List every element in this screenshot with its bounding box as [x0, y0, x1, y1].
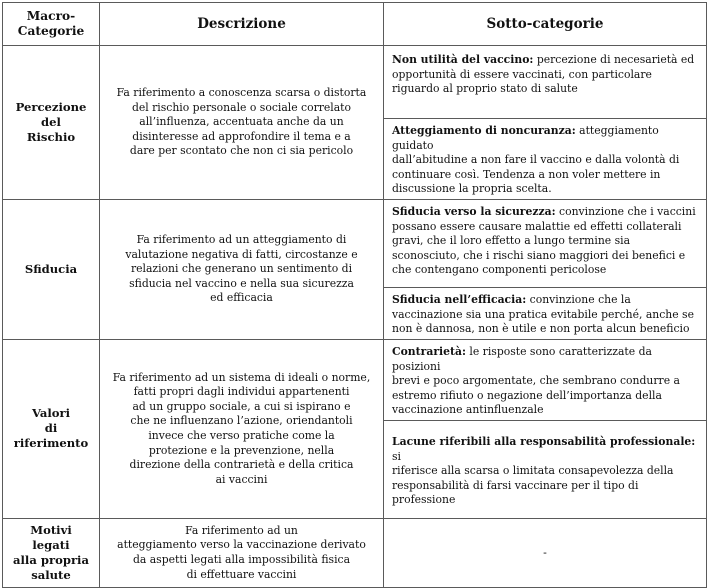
description-line: relazioni che generano un sentimento di [130, 262, 353, 276]
subcategory-text: vaccinazione sia una pratica evitabile perché, anche se [392, 307, 694, 321]
table-row [3, 199, 707, 287]
description-line: del rischio personale o sociale correlato [131, 100, 352, 114]
description-line: all’influenza, accentuata anche da un [139, 115, 344, 129]
subcategory-text: che contengano componenti pericolose [392, 263, 607, 277]
subcategory-text: possano essere causare malattie ed effetti collaterali [392, 219, 682, 233]
subcategory-cell [384, 119, 707, 200]
table-frame [2, 2, 706, 582]
table-row [3, 518, 707, 587]
description-cell [100, 199, 384, 339]
subcategory-text: riferisce alla scarsa o limitata consapevolezza della [392, 464, 674, 478]
macro-line: Rischio [26, 129, 76, 144]
header-row [3, 3, 707, 46]
header-descrizione: Descrizione [100, 3, 384, 46]
description-line: protezione e la prevenzione, nella [148, 443, 335, 457]
description-line: che ne influenzano l’azione, oriendantoli [130, 414, 353, 428]
subcategory-cell [384, 287, 707, 339]
subcategory-text: estremo rifiuto o negazione dell’importanza della [392, 388, 662, 402]
subcategory-title: Lacune riferibili alla responsabilità professionale: [392, 434, 696, 448]
macro-line: di riferimento [13, 421, 89, 451]
macro-line: Valori [31, 406, 71, 421]
subcategory-cell [384, 199, 707, 287]
macro-line: salute [31, 567, 71, 582]
description-line: Fa riferimento ad un [185, 523, 298, 537]
description-line: fatti propri dagli individui appartenenti [133, 385, 350, 399]
subcategory-text: dall’abitudine a non fare il vaccino e dalla volontà di [392, 153, 680, 167]
subcategory-text: brevi e poco argomentate, che sembrano condurre a [392, 374, 680, 388]
header-macro-line1: Macro- [26, 9, 76, 23]
description-line: Fa riferimento ad un atteggiamento di [136, 232, 347, 246]
description-line: disinteresse ad approfondire il tema e a [132, 129, 351, 143]
subcategory-title: Contrarietà: [392, 344, 466, 358]
description-line: invece che verso pratiche come la [148, 428, 335, 442]
description-line: valutazione negativa di fatti, circostanze e [125, 247, 358, 261]
subcategory-text: vaccinazione antinfluenzale [392, 403, 544, 417]
description-line: ad un gruppo sociale, a cui si ispirano e [132, 399, 351, 413]
subcategory-text: responsabilità di farsi vaccinare per il tipo di [392, 478, 639, 492]
header-macro [3, 3, 100, 46]
header-macro-line2: Categorie [17, 24, 85, 38]
description-cell [100, 339, 384, 518]
macro-category [3, 518, 100, 587]
subcategory-text: le risposte sono caratterizzate da posizioni [392, 344, 652, 373]
description-line: direzione della contrarietà e della critica [129, 458, 354, 472]
subcategory-cell [384, 46, 707, 119]
table-row [3, 339, 707, 420]
description-cell [100, 46, 384, 200]
subcategory-text: discussione la propria scelta. [392, 182, 552, 196]
subcategory-text: opportunità di essere vaccinati, con particolare [392, 67, 652, 81]
description-line: atteggiamento verso la vaccinazione derivato [117, 538, 366, 552]
subcategory-text: professione [392, 493, 456, 507]
subcategory-text: percezione di necesarietà ed [533, 53, 695, 66]
subcategory-title: Sfiducia nell’efficacia: [392, 292, 527, 306]
macro-line: alla propria [13, 552, 89, 567]
subcategory-title: Atteggiamento di noncuranza: [392, 124, 576, 137]
macro-category [3, 46, 100, 200]
description-line: ed efficacia [210, 291, 273, 305]
description-line: ai vaccini [215, 472, 268, 486]
subcategory-text: atteggiamento guidato [392, 124, 659, 152]
description-line: sfiducia nel vaccino e nella sua sicurezza [129, 276, 354, 290]
description-line: da aspetti legati alla impossibilità fisica [132, 552, 351, 566]
macro-category [3, 199, 100, 339]
macro-line: Motivi [30, 522, 72, 537]
macro-line: del [41, 114, 61, 129]
subcategory-text: continuare così. Tendenza a non voler mettere in [392, 167, 661, 181]
subcategory-title: Non utilità del vaccino: [392, 53, 534, 66]
description-line: dare per scontato che non ci sia pericolo [129, 144, 354, 158]
subcategory-text: si [392, 449, 401, 463]
macro-line: legati [32, 537, 70, 552]
subcategory-cell [384, 339, 707, 420]
header-sotto-categorie: Sotto-categorie [384, 3, 707, 46]
macro-category [3, 339, 100, 518]
subcategory-text: gravi, che il loro effetto a lungo termine sia [392, 234, 631, 248]
subcategory-text: riguardo al proprio stato di salute [392, 82, 578, 96]
subcategory-cell [384, 420, 707, 518]
macro-line: Percezione [15, 99, 87, 114]
subcategory-title: Sfiducia verso la sicurezza: [392, 204, 556, 218]
subcategory-text: convinzione che i vaccini [555, 204, 696, 218]
description-line: Fa riferimento a conoscenza scarsa o distorta [116, 86, 367, 99]
subcategory-text: convinzione che la [526, 292, 631, 306]
description-line: di effettuare vaccini [186, 567, 297, 581]
subcategory-text: non è dannosa, non è utile e non porta alcun beneficio [392, 322, 690, 336]
table-row [3, 46, 707, 119]
description-line: Fa riferimento ad un sistema di ideali o norme, [112, 370, 371, 384]
categories-table [2, 2, 707, 588]
description-cell [100, 518, 384, 587]
subcategory-empty: - [384, 518, 707, 587]
subcategory-text: sconosciuto, che i rischi siano maggiori dei benefici e [392, 248, 686, 262]
macro-line: Sfiducia [24, 261, 78, 276]
